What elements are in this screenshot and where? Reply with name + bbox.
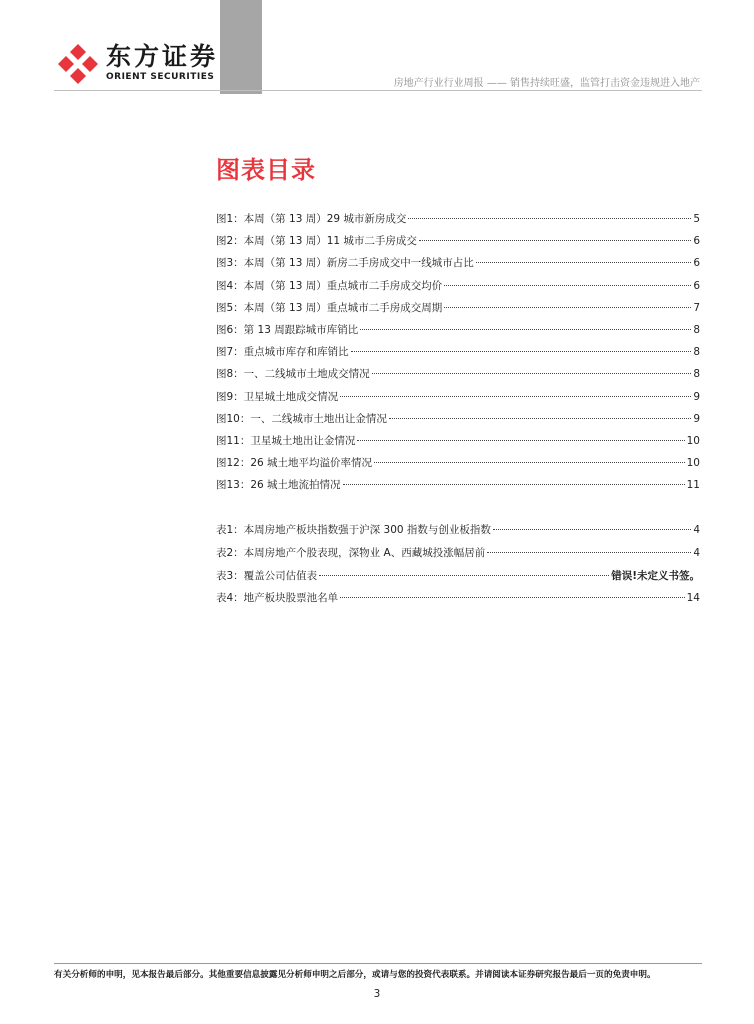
figure-toc-entry[interactable] — [216, 211, 700, 233]
toc-entry-page: 14 — [686, 592, 700, 605]
toc-entry-page: 10 — [686, 457, 700, 470]
toc-entry-title[interactable]: 图6：第 13 周跟踪城市库销比 — [216, 323, 359, 336]
figure-toc-entry[interactable] — [216, 411, 700, 433]
figure-toc-entry[interactable] — [216, 455, 700, 477]
toc-entry-title[interactable]: 图8：一、二线城市土地成交情况 — [216, 368, 370, 381]
logo-english-name: ORIENT SECURITIES — [106, 72, 215, 82]
toc-entry-title[interactable]: 图11：卫星城土地出让金情况 — [216, 434, 356, 447]
toc-entry-page: 11 — [686, 479, 700, 492]
dot-leader — [372, 373, 692, 374]
toc-entry-title[interactable]: 图5：本周（第 13 周）重点城市二手房成交周期 — [216, 301, 443, 314]
dot-leader — [444, 285, 691, 286]
dot-leader — [487, 552, 691, 553]
dot-leader — [476, 262, 692, 263]
toc-entry-title[interactable]: 图10：一、二线城市土地出让金情况 — [216, 412, 387, 425]
table-toc-entry[interactable] — [216, 568, 700, 591]
table-toc-entry[interactable] — [216, 545, 700, 568]
logo-mark-icon — [56, 42, 100, 86]
logo-chinese-name: 东方证券 — [106, 42, 219, 71]
header-gray-bar — [220, 0, 262, 94]
page-number: 3 — [373, 988, 381, 1000]
toc-entry-title[interactable]: 图7：重点城市库存和库销比 — [216, 346, 349, 359]
toc-entry-page: 8 — [693, 368, 700, 381]
table-toc-entry[interactable] — [216, 522, 700, 545]
dot-leader — [319, 575, 609, 576]
figure-toc-entry[interactable] — [216, 233, 700, 255]
toc-entry-page: 5 — [693, 213, 700, 225]
dot-leader — [493, 529, 691, 530]
header-divider — [54, 90, 702, 91]
figure-toc-entry[interactable] — [216, 344, 700, 366]
toc-entry-page: 6 — [693, 235, 700, 248]
toc-entry-title[interactable]: 表2：本周房地产个股表现，深物业 A、西藏城投涨幅居前 — [216, 546, 486, 559]
footer-disclaimer: 有关分析师的申明，见本报告最后部分。其他重要信息披露见分析师申明之后部分，或请与您的投资代表联系。并请阅读本证券研究报告最后一页的免责申明。 — [54, 970, 656, 980]
dot-leader — [374, 462, 685, 463]
toc-entry-page: 9 — [693, 390, 700, 403]
toc-heading: 图表目录 — [216, 156, 316, 184]
dot-leader — [360, 329, 691, 330]
toc-entry-title[interactable]: 表1：本周房地产板块指数强于沪深 300 指数与创业板指数 — [216, 524, 491, 536]
toc-entry-title[interactable]: 图1：本周（第 13 周）29 城市新房成交 — [216, 213, 407, 225]
figure-toc-entry[interactable] — [216, 255, 700, 277]
figure-toc-entry[interactable] — [216, 389, 700, 411]
table-toc-entry[interactable] — [216, 590, 700, 613]
toc-entry-page: 错误!未定义书签。 — [611, 569, 700, 582]
dot-leader — [351, 351, 692, 352]
toc-entry-page: 8 — [693, 346, 700, 359]
figure-toc-entry[interactable] — [216, 278, 700, 300]
toc-entry-title[interactable]: 图12：26 城土地平均溢价率情况 — [216, 457, 373, 470]
toc-entry-title[interactable]: 表4：地产板块股票池名单 — [216, 592, 339, 605]
toc-entry-page: 4 — [693, 524, 700, 536]
dot-leader — [444, 307, 691, 308]
dot-leader — [357, 440, 684, 441]
figure-toc-entry[interactable] — [216, 433, 700, 455]
report-running-title: 房地产行业行业周报 —— 销售持续旺盛，监管打击资金违规进入地产 — [393, 78, 700, 89]
toc-entry-title[interactable]: 表3：覆盖公司估值表 — [216, 569, 318, 582]
figure-list — [216, 211, 700, 499]
toc-entry-title[interactable]: 图13：26 城土地流拍情况 — [216, 479, 341, 492]
toc-entry-page: 7 — [693, 301, 700, 314]
toc-entry-page: 10 — [686, 434, 700, 447]
toc-entry-title[interactable]: 图3：本周（第 13 周）新房二手房成交中一线城市占比 — [216, 257, 474, 270]
figure-toc-entry[interactable] — [216, 322, 700, 344]
table-list — [216, 522, 700, 613]
toc-entry-title[interactable]: 图9：卫星城土地成交情况 — [216, 390, 339, 403]
footer-divider — [54, 963, 702, 964]
dot-leader — [419, 240, 691, 241]
toc-entry-page: 6 — [693, 279, 700, 292]
toc-entry-page: 9 — [693, 412, 700, 425]
dot-leader — [389, 418, 691, 419]
dot-leader — [343, 484, 685, 485]
toc-entry-page: 6 — [693, 257, 700, 270]
orient-securities-logo — [56, 42, 219, 88]
toc-entry-title[interactable]: 图4：本周（第 13 周）重点城市二手房成交均价 — [216, 279, 443, 292]
dot-leader — [408, 218, 691, 219]
figure-toc-entry[interactable] — [216, 366, 700, 388]
toc-entry-title[interactable]: 图2：本周（第 13 周）11 城市二手房成交 — [216, 235, 417, 248]
dot-leader — [340, 597, 684, 598]
figure-toc-entry[interactable] — [216, 300, 700, 322]
toc-entry-page: 8 — [693, 323, 700, 336]
toc-entry-page: 4 — [693, 546, 700, 559]
figure-toc-entry[interactable] — [216, 477, 700, 499]
dot-leader — [340, 396, 691, 397]
